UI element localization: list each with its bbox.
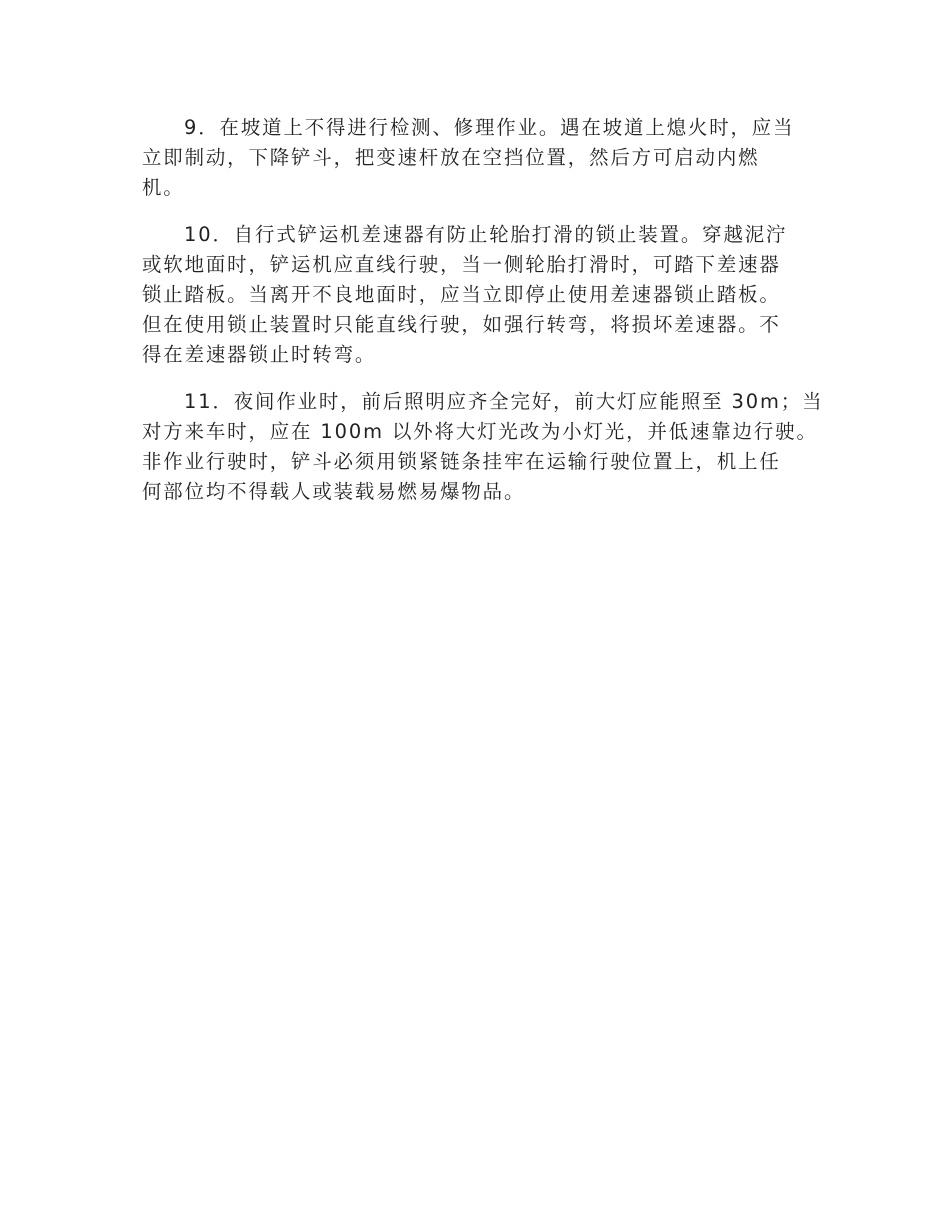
text-line: 何部位均不得载人或装载易燃易爆物品。 — [142, 480, 526, 503]
text-line: 锁止踏板。当离开不良地面时，应当立即停止使用差速器锁止踏板。 — [142, 283, 781, 306]
paragraph-item-10 — [142, 220, 814, 370]
text-line: 非作业行驶时，铲斗必须用锁紧链条挂牢在运输行驶位置上，机上任 — [142, 450, 781, 473]
text-line: 11．夜间作业时，前后照明应齐全完好，前大灯应能照至 30m；当 — [184, 390, 824, 413]
text-line: 9．在坡道上不得进行检测、修理作业。遇在坡道上熄火时，应当 — [184, 116, 795, 139]
text-line: 10．自行式铲运机差速器有防止轮胎打滑的锁止装置。穿越泥泞 — [184, 223, 788, 246]
text-line: 或软地面时，铲运机应直线行驶，当一侧轮胎打滑时，可踏下差速器 — [142, 253, 781, 276]
text-line: 对方来车时，应在 100m 以外将大灯光改为小灯光，并低速靠边行驶。 — [142, 420, 818, 443]
document-body — [142, 113, 824, 524]
text-line: 但在使用锁止装置时只能直线行驶，如强行转弯，将损坏差速器。不 — [142, 313, 781, 336]
text-line: 得在差速器锁止时转弯。 — [142, 343, 377, 366]
paragraph-item-11 — [142, 387, 824, 507]
text-line: 机。 — [142, 176, 185, 199]
text-line: 立即制动，下降铲斗，把变速杆放在空挡位置，然后方可启动内燃 — [142, 146, 760, 169]
paragraph-item-9 — [142, 113, 814, 203]
